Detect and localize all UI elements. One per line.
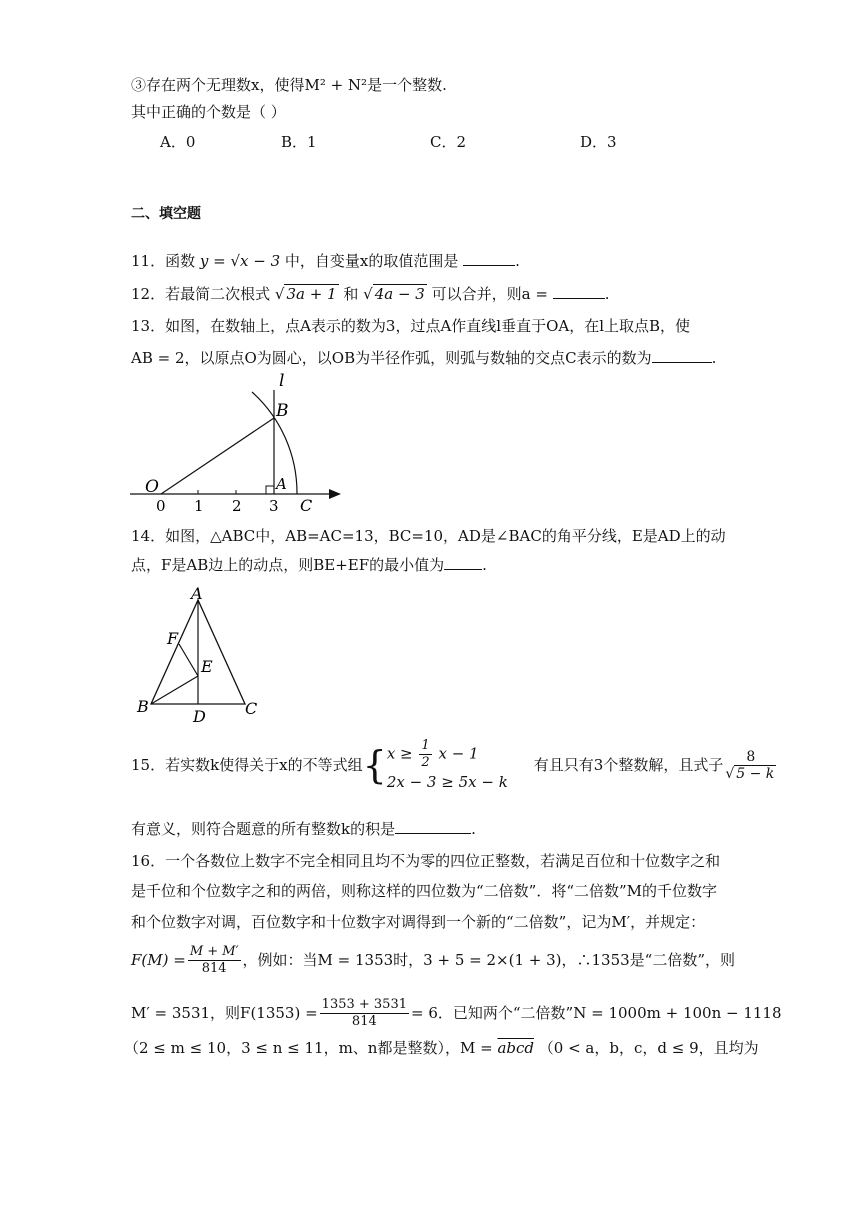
q11-end: . [515,252,520,270]
q13-end: . [711,349,717,367]
label-C: C [300,496,313,515]
q16-abcd: abcd [497,1039,534,1057]
q12-radicand-1: 3a + 1 [286,285,337,303]
q12-pre: 12．若最简二次根式 [131,285,271,303]
section-title: 二、填空题 [131,206,201,222]
tick-label-3: 3 [269,497,279,515]
sqrt-sign: √ [725,765,735,782]
q12-answer-blank[interactable] [553,284,605,299]
ineq1-right: x − 1 [438,744,479,762]
q12-mid: 和 [343,285,359,303]
q12 [131,283,609,305]
q14-answer-blank[interactable] [444,555,482,570]
q15-mid: 有且只有3个整数解，且式子 [533,756,724,774]
q11-expr: y = √x − 3 [199,252,281,270]
label-A: A [191,584,203,603]
q15-frac-den [725,766,776,782]
q13-answer-blank[interactable] [652,348,712,363]
fraction-half [419,738,431,771]
q15-frac-den-radicand: 5 − k [736,765,775,782]
sqrt-sign: √ [274,285,285,303]
q16-ex-fraction [320,997,409,1030]
q16-ex-num: 1353 + 3531 [321,996,407,1012]
inequality-2: 2x − 3 ≥ 5x − k [386,772,508,791]
right-angle-mark [266,486,274,494]
brace: { [362,743,387,787]
ineq1-left: x ≥ [386,744,413,762]
tick-label-1: 1 [194,497,204,515]
segment-OB [161,418,274,494]
q15-line2 [131,818,476,840]
q15-end: . [471,820,476,838]
q16-line2: 是千位和个位数字之和的两倍，则称这样的四位数为“二倍数”．将“二倍数”M的千位数字 [131,882,718,900]
label-O: O [145,477,159,497]
q15-line1 [131,737,778,791]
label-B: B [276,401,289,421]
q16-last-b: （0 < a，b，c，d ≤ 9，且均为 [538,1039,759,1057]
q13-line1: 13．如图，在数轴上，点A表示的数为3，过点A作直线l垂直于OA，在l上取点B，使 [131,317,691,335]
q10-option-d: D．3 [580,133,617,151]
q15-answer-blank[interactable] [395,819,471,834]
axis-arrow-icon [329,489,341,499]
q16-line3: 和个位数字对调，百位数字和十位数字对调得到一个新的“二倍数”，记为M′，并规定： [131,913,706,931]
inequality-system [387,738,508,793]
q11-answer-blank[interactable] [463,251,515,266]
sqrt-sign: √ [363,285,373,303]
q16-f-den: 814 [201,960,227,976]
q14-line2-text: 点，F是AB边上的动点，则BE+EF的最小值为 [131,556,445,574]
q15-frac-num: 8 [746,748,756,765]
label-A: A [276,475,287,493]
segment-EF [179,644,198,676]
q14-line2 [131,554,487,576]
figure-13-number-line [125,370,350,515]
q16-ex-post: = 6．已知两个“二倍数”N = 1000m + 100n − 1118 [411,1004,782,1022]
label-F: F [167,629,179,648]
q16-f-fraction [188,944,241,977]
q16-ex-den: 814 [351,1013,377,1029]
ineq1-den: 2 [421,754,430,770]
q16-f-lhs: F(M) = [131,951,186,969]
q11-pre: 11．函数 [131,252,196,270]
q16-f-num: M + M′ [189,943,239,959]
q15-line2-text: 有意义，则符合题意的所有整数k的积是 [131,820,396,838]
q14-end: . [482,556,487,574]
q12-end: . [604,285,610,303]
q10-option-c: C．2 [430,133,467,151]
q13-line2-text: AB = 2，以原点O为圆心，以OB为半径作弧，则弧与数轴的交点C表示的数为 [131,349,652,367]
q15-pre: 15．若实数k使得关于x的不等式组 [131,756,363,774]
label-l: l [279,371,285,391]
q13-line2 [131,347,716,369]
figure-14-triangle [133,584,268,726]
q16-line4 [131,940,735,980]
fraction-8-over-sqrt [725,749,776,782]
ineq1-num: 1 [421,737,430,753]
q10-question: 其中正确的个数是（ ） [131,103,286,121]
segment-BE [151,676,198,704]
q10-item3: ③存在两个无理数x，使得M² + N²是一个整数. [131,76,447,94]
tick-label-0: 0 [156,497,166,515]
label-C: C [245,699,258,718]
tick-label-2: 2 [232,497,242,515]
label-B: B [137,697,149,716]
q12-post: 可以合并，则a = [431,285,548,303]
q10-option-a: A．0 [160,133,196,151]
q11 [131,250,520,272]
q16-f-text: ，例如：当M = 1353时，3 + 5 = 2×(1 + 3)，∴1353是“二倍数”，则 [242,951,735,969]
q16-last-a: （2 ≤ m ≤ 10，3 ≤ n ≤ 11，m、n都是整数），M = [124,1039,493,1057]
label-E: E [201,657,213,676]
q16-line6 [124,1037,759,1059]
q11-post: 中，自变量x的取值范围是 [284,252,459,270]
q16-line5 [131,993,782,1033]
label-D: D [193,707,206,726]
q10-option-b: B．1 [281,133,317,151]
q16-line1: 16．一个各数位上数字不完全相同且均不为零的四位正整数，若满足百位和十位数字之和 [131,852,721,870]
inequality-1 [387,738,508,771]
q16-ex-pre: M′ = 3531，则F(1353) = [131,1004,318,1022]
q14-line1: 14．如图，△ABC中，AB=AC=13，BC=10，AD是∠BAC的角平分线，E是AD上的动 [131,527,726,545]
q12-radicand-2: 4a − 3 [374,285,425,303]
